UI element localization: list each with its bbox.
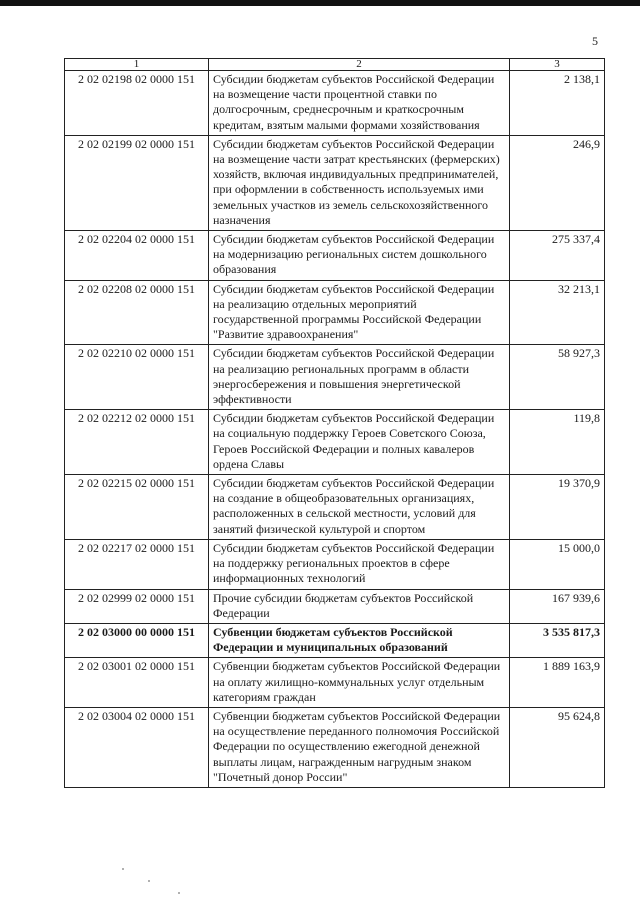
budget-revenue-table: [64, 58, 605, 788]
revenue-name-cell: Субсидии бюджетам субъектов Российской Федерации на модернизацию региональных систем дошкольного образования: [209, 231, 510, 281]
revenue-name-cell: Субсидии бюджетам субъектов Российской Федерации на создание в общеобразовательных организациях, расположенных в сельской местности, условий для занятий физической культурой и спортом: [209, 475, 510, 540]
budget-code-cell: 2 02 02208 02 0000 151: [65, 280, 209, 345]
revenue-name-cell: Субсидии бюджетам субъектов Российской Федерации на реализацию региональных программ в области энергосбережения и повышения энергетической эффективности: [209, 345, 510, 410]
scan-speck: [148, 880, 150, 882]
revenue-name-cell: Субсидии бюджетам субъектов Российской Федерации на реализацию отдельных мероприятий государственной программы Российской Федерации "Развитие здравоохранения": [209, 280, 510, 345]
amount-cell: 15 000,0: [510, 539, 605, 589]
budget-code-cell: 2 02 03004 02 0000 151: [65, 707, 209, 787]
budget-code-cell: 2 02 03000 00 0000 151: [65, 623, 209, 657]
revenue-name-cell: Субсидии бюджетам субъектов Российской Федерации на возмещение части процентной ставки по долгосрочным, среднесрочным и краткосрочным кредитам, взятым малыми формами хозяйствования: [209, 71, 510, 136]
page-number: 5: [592, 34, 598, 48]
table-row: [65, 623, 605, 657]
revenue-name-cell: Субвенции бюджетам субъектов Российской Федерации на оплату жилищно-коммунальных услуг отдельным категориям граждан: [209, 658, 510, 708]
table-body: [65, 59, 605, 788]
amount-cell: 3 535 817,3: [510, 623, 605, 657]
budget-code-cell: 2 02 02204 02 0000 151: [65, 231, 209, 281]
top-scan-border: [0, 0, 640, 6]
budget-code-cell: 2 02 02199 02 0000 151: [65, 135, 209, 230]
budget-code-cell: 2 02 02198 02 0000 151: [65, 71, 209, 136]
table-row: [65, 475, 605, 540]
amount-cell: 95 624,8: [510, 707, 605, 787]
amount-cell: 19 370,9: [510, 475, 605, 540]
table-row: [65, 135, 605, 230]
budget-code-cell: 2 02 02217 02 0000 151: [65, 539, 209, 589]
table-row: [65, 410, 605, 475]
table-row: [65, 589, 605, 623]
revenue-name-cell: Прочие субсидии бюджетам субъектов Российской Федерации: [209, 589, 510, 623]
table-header-row: [65, 59, 605, 71]
table-row: [65, 231, 605, 281]
column-header-amount: 3: [510, 59, 605, 71]
amount-cell: 1 889 163,9: [510, 658, 605, 708]
table-row: [65, 658, 605, 708]
amount-cell: 32 213,1: [510, 280, 605, 345]
scan-speck: [122, 868, 124, 870]
budget-code-cell: 2 02 02999 02 0000 151: [65, 589, 209, 623]
table-row: [65, 280, 605, 345]
amount-cell: 167 939,6: [510, 589, 605, 623]
column-header-name: 2: [209, 59, 510, 71]
budget-code-cell: 2 02 02215 02 0000 151: [65, 475, 209, 540]
budget-code-cell: 2 02 02212 02 0000 151: [65, 410, 209, 475]
amount-cell: 119,8: [510, 410, 605, 475]
amount-cell: 246,9: [510, 135, 605, 230]
revenue-name-cell: Субсидии бюджетам субъектов Российской Федерации на социальную поддержку Героев Советского Союза, Героев Российской Федерации и полных кавалеров ордена Славы: [209, 410, 510, 475]
table-row: [65, 707, 605, 787]
revenue-name-cell: Субсидии бюджетам субъектов Российской Федерации на возмещение части затрат крестьянских (фермерских) хозяйств, включая индивидуальных предпринимателей, при оформлении в собственность используемых ими земельных участков из земель сельскохозяйственного назначения: [209, 135, 510, 230]
amount-cell: 275 337,4: [510, 231, 605, 281]
budget-code-cell: 2 02 03001 02 0000 151: [65, 658, 209, 708]
table-row: [65, 71, 605, 136]
column-header-code: 1: [65, 59, 209, 71]
amount-cell: 58 927,3: [510, 345, 605, 410]
table-row: [65, 539, 605, 589]
revenue-name-cell: Субвенции бюджетам субъектов Российской Федерации и муниципальных образований: [209, 623, 510, 657]
scan-speck: [178, 892, 180, 894]
budget-code-cell: 2 02 02210 02 0000 151: [65, 345, 209, 410]
revenue-name-cell: Субсидии бюджетам субъектов Российской Федерации на поддержку региональных проектов в сфере информационных технологий: [209, 539, 510, 589]
amount-cell: 2 138,1: [510, 71, 605, 136]
table-row: [65, 345, 605, 410]
revenue-name-cell: Субвенции бюджетам субъектов Российской Федерации на осуществление переданного полномочия Российской Федерации по осуществлению ежегодной денежной выплаты лицам, награжденным нагрудным знаком "Почетный донор России": [209, 707, 510, 787]
